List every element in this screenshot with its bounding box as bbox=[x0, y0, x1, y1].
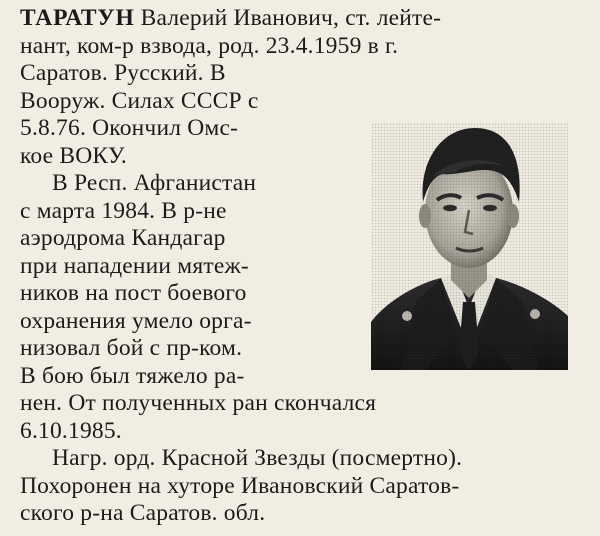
entry-line-1-rest: Валерий Иванович, ст. лейте- bbox=[134, 5, 442, 31]
entry-line-2: нант, ком-р взвода, род. 23.4.1959 в г. bbox=[20, 33, 399, 59]
entry-line-4: Вооруж. Силах СССР с bbox=[20, 88, 259, 114]
entry-line-1 bbox=[20, 4, 441, 33]
entry-line-12: охранения умело орга- bbox=[20, 308, 252, 334]
entry-line-9: аэродрома Кандагар bbox=[20, 225, 226, 251]
portrait-photo bbox=[371, 102, 568, 370]
entry-line-5: 5.8.76. Окончил Омс- bbox=[20, 115, 239, 141]
entry-line-13: низовал бой с пр-ком. bbox=[20, 335, 243, 361]
entry-line-11: ников на пост боевого bbox=[20, 280, 247, 306]
entry-line-18: Похоронен на хуторе Ивановский Саратов- bbox=[20, 473, 460, 499]
entry-line-16: 6.10.1985. bbox=[20, 418, 122, 444]
portrait-image bbox=[371, 102, 568, 370]
surname: ТАРАТУН bbox=[20, 5, 135, 31]
entry-line-17: Нагр. орд. Красной Звезды (посмертно). bbox=[52, 445, 463, 471]
entry-line-15: нен. От полученных ран скончался bbox=[20, 390, 377, 416]
entry-line-14: В бою был тяжело ра- bbox=[20, 363, 245, 389]
entry-line-3: Саратов. Русский. В bbox=[20, 60, 226, 86]
entry-line-6: кое ВОКУ. bbox=[20, 143, 127, 169]
entry-line-8: с марта 1984. В р-не bbox=[20, 198, 227, 224]
entry-line-19: ского р-на Саратов. обл. bbox=[20, 500, 266, 526]
entry-line-10: при нападении мятеж- bbox=[20, 253, 249, 279]
entry-line-7: В Респ. Афганистан bbox=[52, 170, 257, 196]
